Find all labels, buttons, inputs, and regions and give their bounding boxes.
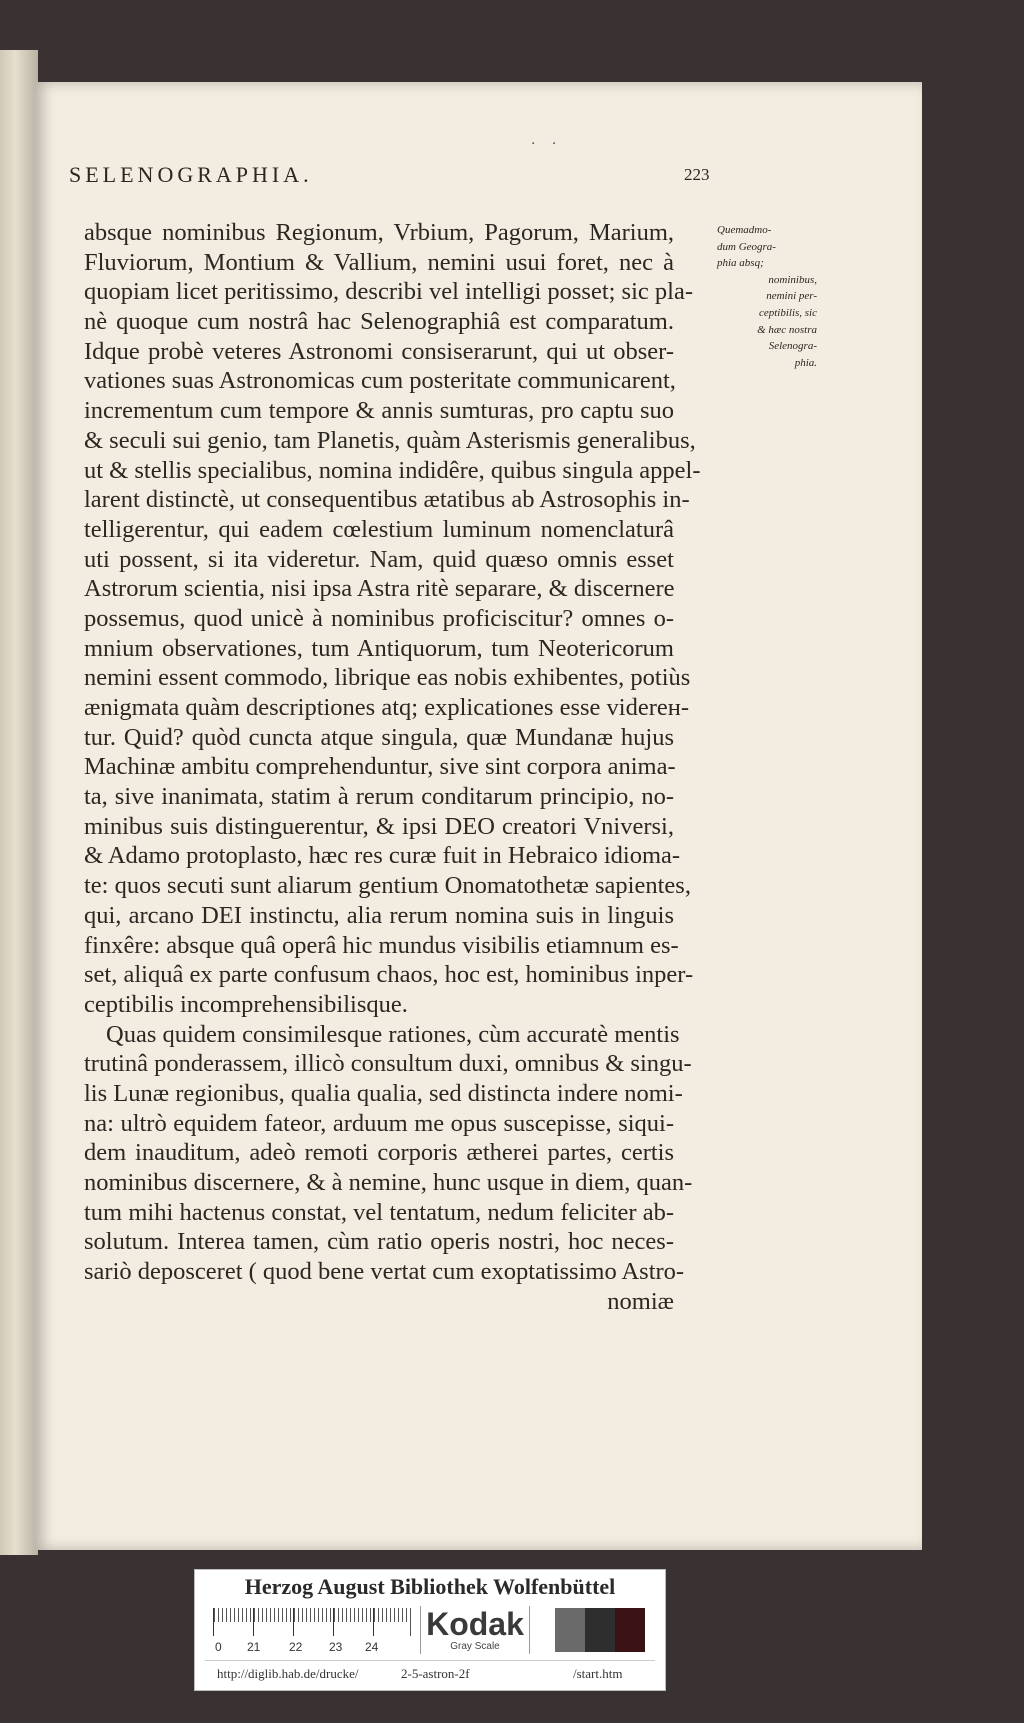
url-id: 2-5-astron-2f xyxy=(401,1666,470,1681)
color-target-card xyxy=(194,1569,666,1691)
library-name: Herzog August Bibliothek Wolfenbüttel xyxy=(244,1574,616,1599)
text-line: lis Lunæ regionibus, qualia qualia, sed distincta indere nomi- xyxy=(84,1079,683,1107)
scale-number: 23 xyxy=(329,1640,343,1654)
text-line: ænigmata quàm descriptiones atq; explicationes esse viderен- xyxy=(84,694,690,721)
kodak-logo: Kodak xyxy=(426,1606,524,1642)
text-line: solutum. Interea tamen, cùm ratio operis nostri, hoc neces- xyxy=(84,1228,674,1256)
text-line: quopiam licet peritissimo, describi vel intelligi posset; sic pla- xyxy=(84,278,693,306)
text-line: & Adamo protoplasto, hæc res curæ fuit in Hebraico idioma- xyxy=(84,842,681,870)
scale-number: 22 xyxy=(289,1640,303,1654)
marginal-note-line: nominibus, xyxy=(768,273,817,286)
text-line: incrementum cum tempore & annis sumturas, pro captu suo xyxy=(84,397,674,425)
text-line: ceptibilis incomprehensibilisque. xyxy=(84,990,408,1018)
marginal-note-line: nemini per- xyxy=(766,290,817,303)
page-number: 223 xyxy=(684,165,710,184)
scale-numbers xyxy=(213,1640,413,1656)
gray-swatch xyxy=(585,1608,615,1652)
text-line: nominibus discernere, & à nemine, hunc usque in diem, quan- xyxy=(84,1169,693,1196)
text-line: ut & stellis specialibus, nomina indidêre, quibus singula appel- xyxy=(84,456,701,484)
url-left: http://diglib.hab.de/drucke/ xyxy=(217,1666,359,1681)
gray-swatch xyxy=(555,1608,585,1652)
text-line: dem inauditum, adeò remoti corporis ætherei partes, certis xyxy=(84,1139,674,1167)
text-line: mnium observationes, tum Antiquorum, tum Neotericorum xyxy=(84,634,674,662)
text-line: trutinâ ponderassem, illicò consultum duxi, omnibus & singu- xyxy=(84,1050,692,1078)
scale-number: 24 xyxy=(365,1640,379,1654)
text-line: nè quoque cum nostrâ hac Selenographiâ est comparatum. xyxy=(84,308,674,336)
text-line: absque nominibus Regionum, Vrbium, Pagorum, Marium, xyxy=(84,219,674,246)
marginal-note-line: phia. xyxy=(794,356,817,369)
text-line: tur. Quid? quòd cuncta atque singula, quæ Mundanæ hujus xyxy=(84,723,674,751)
text-line: larent distinctè, ut consequentibus ætatibus ab Astrosophis in- xyxy=(84,486,690,514)
text-line: te: quos secuti sunt aliarum gentium Onomatothetæ sapientes, xyxy=(84,872,691,900)
text-line: vationes suas Astronomicas cum posteritate communicarent, xyxy=(84,367,676,395)
page-mark: · · xyxy=(531,136,563,152)
marginal-note-line: Quemadmo- xyxy=(717,224,772,236)
text-line: Idque probè veteres Astronomi consiserarunt, qui ut obser- xyxy=(84,337,674,365)
text-line: finxêre: absque quâ operâ hic mundus visibilis etiamnum es- xyxy=(84,931,679,959)
text-line: telligerentur, qui eadem cœlestium luminum nomenclaturâ xyxy=(84,515,674,543)
scale-number: 0 xyxy=(215,1640,222,1654)
text-line: ta, sive inanimata, statim à rerum conditarum principio, no- xyxy=(84,783,674,811)
text-line: Astrorum scientia, nisi ipsa Astra ritè separare, & discernere xyxy=(84,575,675,603)
text-line: qui, arcano DEI instinctu, alia rerum nomina suis in linguis xyxy=(84,901,674,929)
url-right: /start.htm xyxy=(573,1666,623,1681)
text-line: set, aliquâ ex parte confusum chaos, hoc est, hominibus inper- xyxy=(84,961,694,989)
divider xyxy=(205,1660,655,1661)
text-line: Machinæ ambitu comprehenduntur, sive sint corpora anima- xyxy=(84,753,676,781)
running-title: SELENOGRAPHIA. xyxy=(69,162,313,187)
text-line: minibus suis distinguerentur, & ipsi DEO creatori Vniversi, xyxy=(84,812,674,840)
text-line: nemini essent commodo, librique eas nobis exhibentes, potiùs xyxy=(84,664,691,692)
text-line: & seculi sui genio, tam Planetis, quàm Asterismis generalibus, xyxy=(84,426,696,454)
text-line: uti possent, si ita videretur. Nam, quid quæso omnis esset xyxy=(84,545,674,573)
marginal-note-line: & hæc nostra xyxy=(757,323,817,336)
scale-ruler-major-ticks xyxy=(213,1608,409,1636)
marginal-note xyxy=(717,222,817,371)
marginal-note-line: Selenogra- xyxy=(768,340,817,353)
marginal-note-line: phia absq; xyxy=(717,257,764,270)
marginal-note-line: ceptibilis, sic xyxy=(758,306,817,319)
facing-page-edge xyxy=(0,50,38,1555)
text-line: possemus, quod unicè à nominibus proficiscitur? omnes o- xyxy=(84,604,674,632)
gray-swatch xyxy=(615,1608,645,1652)
kodak-brand-box xyxy=(420,1606,530,1654)
text-line: Quas quidem consimilesque rationes, cùm accuratè mentis xyxy=(106,1020,680,1048)
text-line: tum mihi hactenus constat, vel tentatum, nedum feliciter ab- xyxy=(84,1198,674,1226)
text-line: nomiæ xyxy=(607,1287,674,1315)
text-line: sariò deposceret ( quod bene vertat cum exoptatissimo Astro- xyxy=(84,1258,685,1286)
gray-swatches xyxy=(555,1608,645,1652)
text-line: Fluviorum, Montium & Vallium, nemini usui foret, nec à xyxy=(84,248,674,276)
text-line: na: ultrò equidem fateor, arduum me opus suscepisse, siqui- xyxy=(84,1109,674,1137)
scale-number: 21 xyxy=(247,1640,261,1654)
body-text xyxy=(84,218,701,1316)
book-page xyxy=(34,82,922,1550)
marginal-note-line: dum Geogra- xyxy=(717,240,776,253)
gray-scale-label: Gray Scale xyxy=(450,1641,500,1652)
